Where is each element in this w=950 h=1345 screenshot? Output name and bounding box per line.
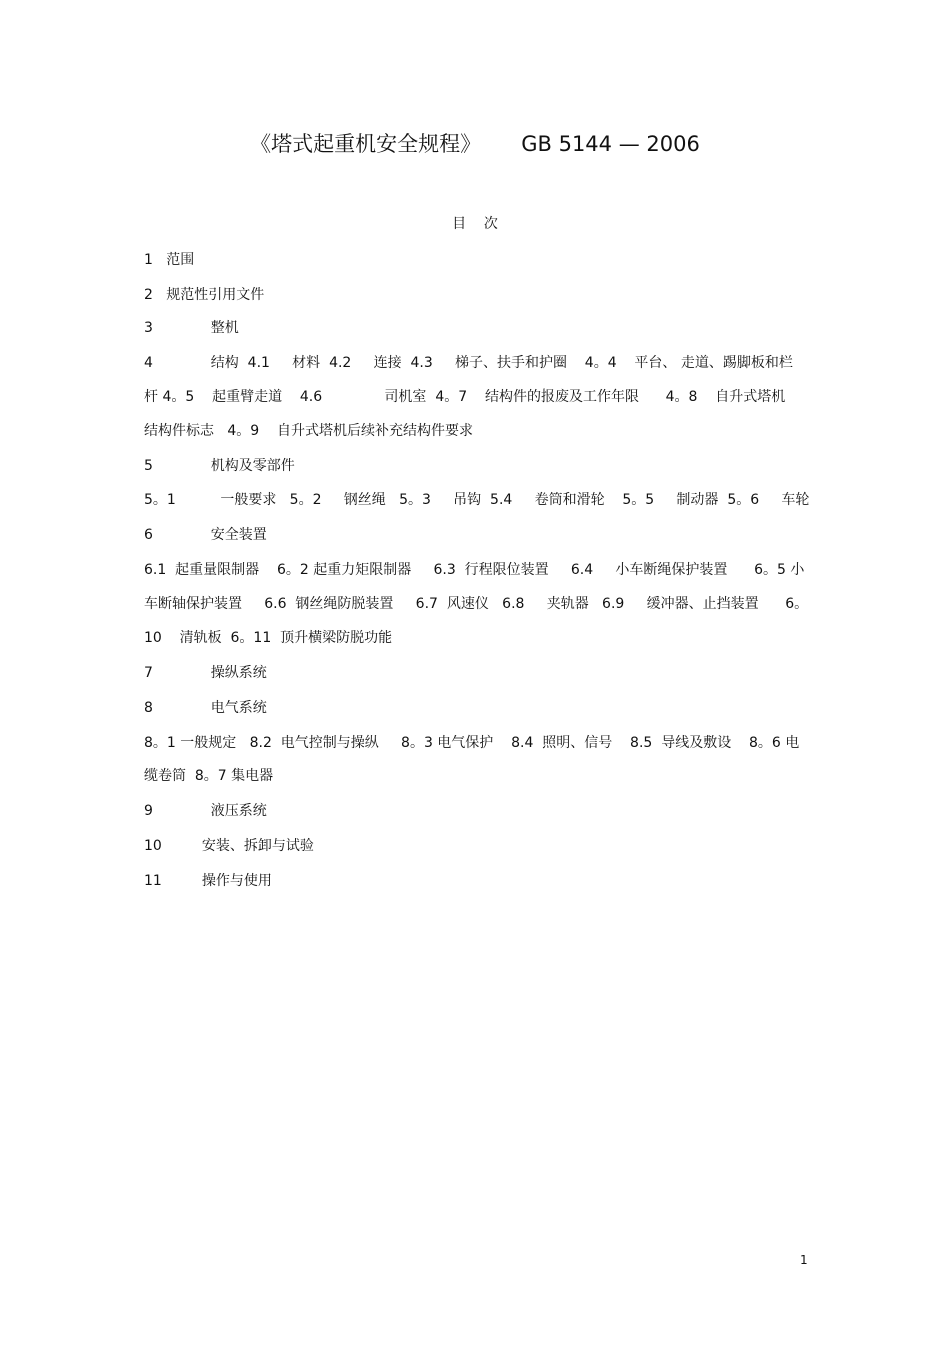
toc-line: 9 液压系统	[144, 803, 267, 819]
toc-line: 2 规范性引用文件	[144, 287, 265, 303]
toc-line: 车断轴保护装置 6.6 钢丝绳防脱装置 6.7 风速仪 6.8 夹轨器 6.9 缓冲器、止挡装置 6。	[144, 596, 809, 612]
toc-line: 结构件标志 4。9 自升式塔机后续补充结构件要求	[144, 423, 473, 439]
toc-line: 6 安全装置	[144, 527, 267, 543]
toc-line: 1 范围	[144, 252, 195, 268]
toc-line: 5。1 一般要求 5。2 钢丝绳 5。3 吊钩 5.4 卷筒和滑轮 5。5 制动器 5。6 车轮	[144, 492, 810, 508]
toc-heading: 目 次	[452, 216, 498, 232]
toc-line: 8 电气系统	[144, 700, 267, 716]
toc-line: 4 结构 4.1 材料 4.2 连接 4.3 梯子、扶手和护圈 4。4 平台、 走道、踢脚板和栏	[144, 355, 793, 371]
toc-line: 缆卷筒 8。7 集电器	[144, 768, 274, 784]
page-number: 1	[800, 1253, 808, 1267]
toc-line: 5 机构及零部件	[144, 458, 295, 474]
toc-line: 3 整机	[144, 320, 239, 336]
toc-line: 杆 4。5 起重臂走道 4.6 司机室 4。7 结构件的报废及工作年限 4。8 自升式塔机	[144, 389, 786, 405]
toc-line: 10 清轨板 6。11 顶升横梁防脱功能	[144, 630, 393, 646]
toc-line: 11 操作与使用	[144, 873, 272, 889]
document-title: 《塔式起重机安全规程》 GB 5144 — 2006	[250, 132, 700, 156]
toc-line: 10 安装、拆卸与试验	[144, 838, 314, 854]
toc-line: 8。1 一般规定 8.2 电气控制与操纵 8。3 电气保护 8.4 照明、信号 8.5 导线及敷设 8。6 电	[144, 735, 800, 751]
toc-line: 6.1 起重量限制器 6。2 起重力矩限制器 6.3 行程限位装置 6.4 小车断绳保护装置 6。5 小	[144, 562, 805, 578]
toc-line: 7 操纵系统	[144, 665, 267, 681]
